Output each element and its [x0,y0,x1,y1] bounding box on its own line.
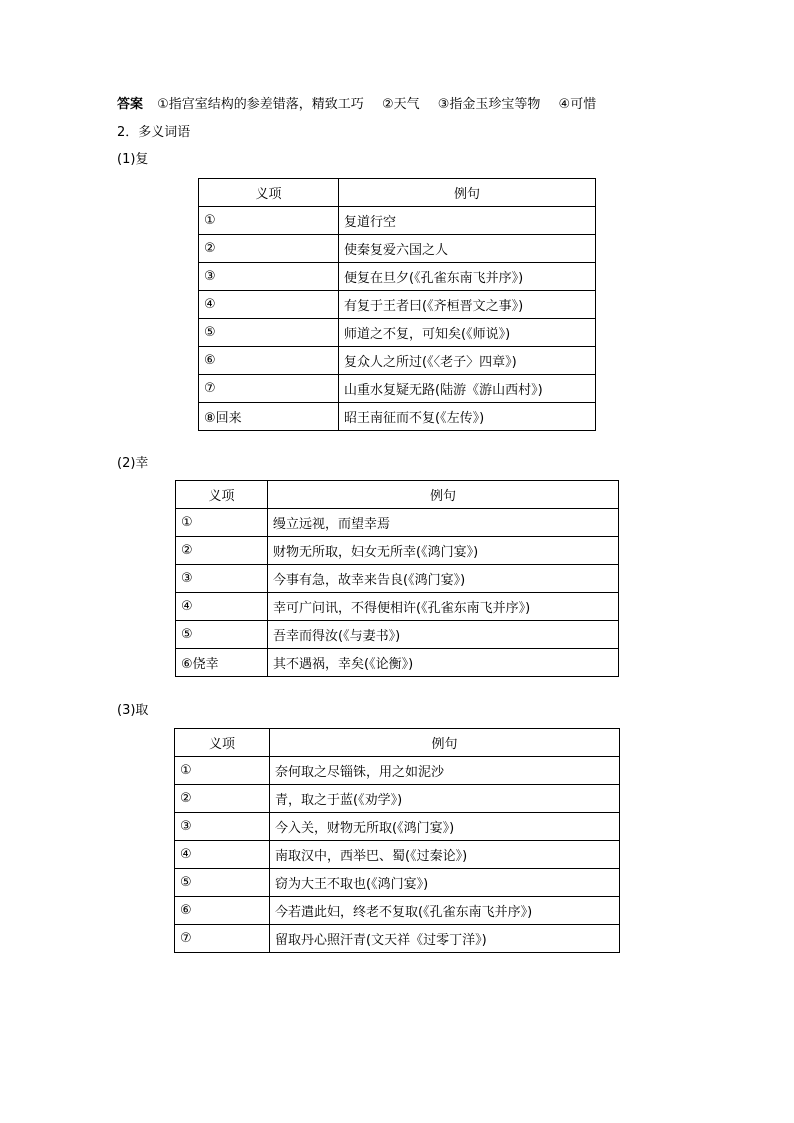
section-title: 2．多义词语 [117,125,191,140]
example-cell: 窃为大王不取也(《鸿门宴》) [270,869,620,897]
table-row [199,403,596,431]
meaning-cell: ② [176,537,268,565]
table-row [199,235,596,263]
example-cell: 缦立远视，而望幸焉 [268,509,619,537]
column-header-meaning: 义项 [175,729,270,757]
table-row [199,347,596,375]
example-cell: 师道之不复，可知矣(《师说》) [339,319,596,347]
table-header-row [175,729,620,757]
column-header-meaning: 义项 [199,179,339,207]
example-cell: 便复在旦夕(《孔雀东南飞并序》) [339,263,596,291]
table-header-row [199,179,596,207]
example-cell: 有复于王者曰(《齐桓晋文之事》) [339,291,596,319]
meaning-cell: ③ [199,263,339,291]
table-row [199,319,596,347]
example-cell: 使秦复爱六国之人 [339,235,596,263]
meaning-cell: ⑤ [199,319,339,347]
meaning-cell: ③ [176,565,268,593]
column-header-example: 例句 [270,729,620,757]
column-header-example: 例句 [339,179,596,207]
answer-item: ④可惜 [558,97,597,112]
meaning-cell: ① [175,757,270,785]
table-row [175,897,620,925]
meaning-cell: ⑧回来 [199,403,339,431]
meaning-cell: ③ [175,813,270,841]
table-row [175,813,620,841]
table-row [176,537,619,565]
example-cell: 今事有急，故幸来告良(《鸿门宴》) [268,565,619,593]
table-heading-xing: (2)幸 [117,456,149,471]
table-fu [198,178,596,431]
meaning-cell: ⑦ [199,375,339,403]
table-row [176,509,619,537]
meaning-cell: ④ [175,841,270,869]
meaning-cell: ② [175,785,270,813]
answer-item: ③指金玉珍宝等物 [437,97,541,112]
example-cell: 今入关，财物无所取(《鸿门宴》) [270,813,620,841]
example-cell: 留取丹心照汗青(文天祥《过零丁洋》) [270,925,620,953]
table-row [175,925,620,953]
meaning-cell: ⑥侥幸 [176,649,268,677]
table-row [199,375,596,403]
table-row [199,291,596,319]
table-row [176,593,619,621]
example-cell: 复众人之所过(《〈老子〉四章》) [339,347,596,375]
table-row [176,649,619,677]
table-row [199,207,596,235]
table-row [176,621,619,649]
table-header-row [176,481,619,509]
meaning-cell: ⑤ [175,869,270,897]
example-cell: 其不遇祸，幸矣(《论衡》) [268,649,619,677]
meaning-cell: ① [199,207,339,235]
table-row [175,869,620,897]
example-cell: 今若遣此妇，终老不复取(《孔雀东南飞并序》) [270,897,620,925]
table-row [175,841,620,869]
table-heading-fu: (1)复 [117,152,149,167]
answer-label: 答案 [117,97,144,112]
meaning-cell: ⑦ [175,925,270,953]
example-cell: 昭王南征而不复(《左传》) [339,403,596,431]
example-cell: 山重水复疑无路(陆游《游山西村》) [339,375,596,403]
meaning-cell: ① [176,509,268,537]
meaning-cell: ④ [199,291,339,319]
table-row [175,757,620,785]
example-cell: 青，取之于蓝(《劝学》) [270,785,620,813]
answer-line [117,96,610,114]
answer-item: ②天气 [381,97,420,112]
meaning-cell: ④ [176,593,268,621]
example-cell: 财物无所取，妇女无所幸(《鸿门宴》) [268,537,619,565]
example-cell: 幸可广问讯，不得便相许(《孔雀东南飞并序》) [268,593,619,621]
meaning-cell: ② [199,235,339,263]
example-cell: 奈何取之尽锱铢，用之如泥沙 [270,757,620,785]
meaning-cell: ⑤ [176,621,268,649]
table-xing [175,480,619,677]
meaning-cell: ⑥ [199,347,339,375]
table-heading-qu: (3)取 [117,703,149,718]
table-row [175,785,620,813]
table-row [199,263,596,291]
meaning-cell: ⑥ [175,897,270,925]
example-cell: 吾幸而得汝(《与妻书》) [268,621,619,649]
answer-item: ①指宫室结构的参差错落，精致工巧 [157,97,364,112]
example-cell: 南取汉中，西举巴、蜀(《过秦论》) [270,841,620,869]
table-row [176,565,619,593]
column-header-example: 例句 [268,481,619,509]
table-qu [174,728,620,953]
example-cell: 复道行空 [339,207,596,235]
column-header-meaning: 义项 [176,481,268,509]
